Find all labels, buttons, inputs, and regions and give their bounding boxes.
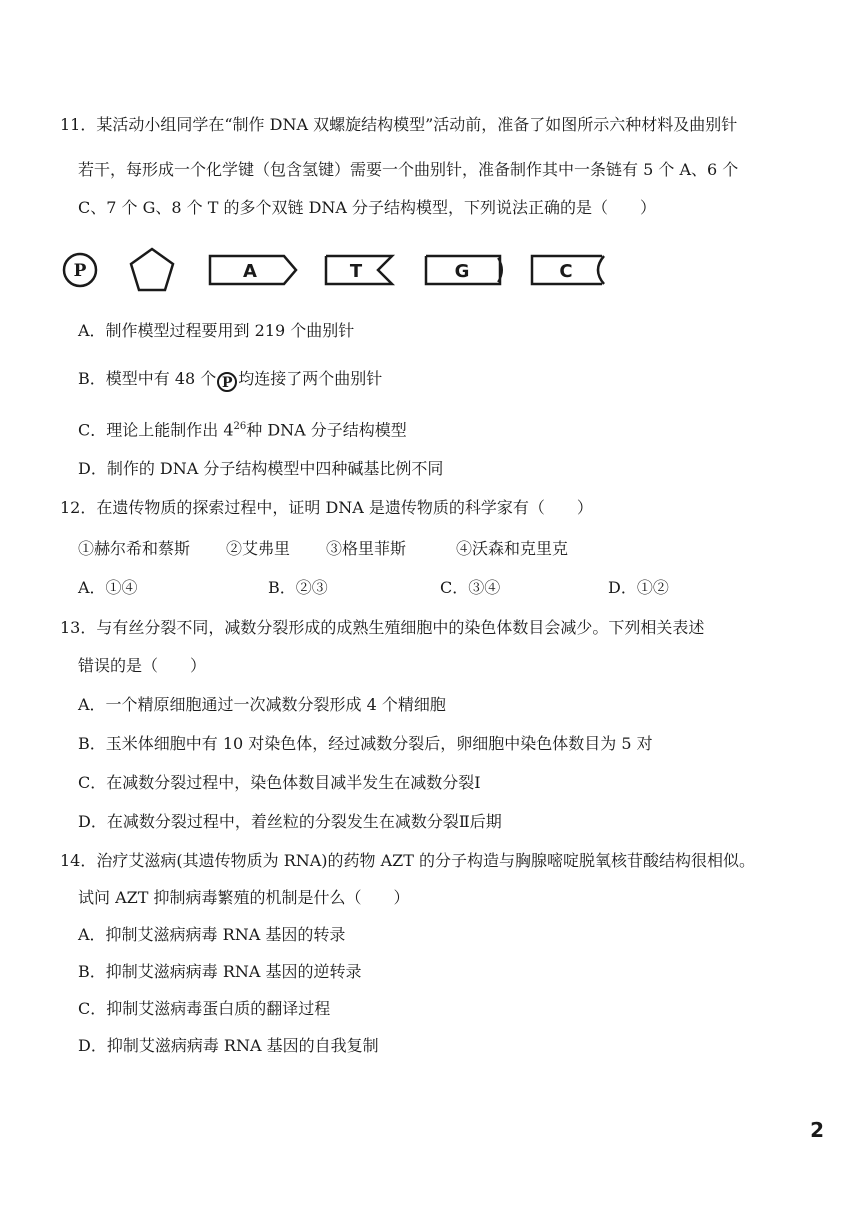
phosphate-circle-icon [64,254,96,286]
q11-option-d: D．制作的 DNA 分子结构模型中四种碱基比例不同 [78,459,444,478]
q12-item-2: ②艾弗里 [226,539,291,558]
q13-stem-line1: 13．与有丝分裂不同，减数分裂形成的成熟生殖细胞中的染色体数目会减少。下列相关表述 [60,618,705,637]
q11-stem-line1: 11．某活动小组同学在“制作 DNA 双螺旋结构模型”活动前，准备了如图所示六种材料及曲别针 [60,115,738,134]
q11-option-b-post: 均连接了两个曲别针 [238,369,383,388]
q12-item-4: ④沃森和克里克 [456,539,569,558]
base-c-label: C [559,261,573,282]
q14-option-d: D．抑制艾滋病病毒 RNA 基因的自我复制 [78,1036,379,1055]
base-g-shape-icon [426,256,502,284]
q13-option-b: B．玉米体细胞中有 10 对染色体，经过减数分裂后，卵细胞中染色体数目为 5 对 [78,734,653,753]
q14-stem-line1: 14．治疗艾滋病(其遗传物质为 RNA)的药物 AZT 的分子构造与胸腺嘧啶脱氧核苷酸结构很相似。 [60,851,756,870]
q11-option-c-exponent: 26 [233,421,247,432]
q12-items-row [78,538,798,560]
q13-option-d: D．在减数分裂过程中，着丝粒的分裂发生在减数分裂Ⅱ后期 [78,812,502,831]
q14-option-a: A．抑制艾滋病病毒 RNA 基因的转录 [78,925,346,944]
q11-stem-line3: C、7 个 G、8 个 T 的多个双链 DNA 分子结构模型，下列说法正确的是（ ） [78,198,657,217]
q12-item-1: ①赫尔希和蔡斯 [78,539,191,558]
base-c-shape-icon [532,256,604,284]
q12-option-d: D．①② [608,578,669,597]
q11-option-b-pre: B．模型中有 48 个 [78,369,217,388]
q11-option-a: A．制作模型过程要用到 219 个曲别针 [78,321,355,340]
dna-materials-figure [60,246,620,296]
base-t-shape-icon [326,256,392,284]
q12-option-b: B．②③ [268,578,328,597]
q12-stem: 12．在遗传物质的探索过程中，证明 DNA 是遗传物质的科学家有（ ） [60,498,593,517]
q11-option-b [78,368,382,392]
q11-option-c-post: 种 DNA 分子结构模型 [246,420,407,440]
phosphate-label: P [73,261,87,281]
q14-stem-line2: 试问 AZT 抑制病毒繁殖的机制是什么（ ） [78,888,410,907]
q14-option-c: C．抑制艾滋病毒蛋白质的翻译过程 [78,999,331,1018]
q12-option-a: A．①④ [78,578,138,597]
base-a-label: A [243,261,257,282]
q13-stem-line2: 错误的是（ ） [78,656,207,675]
q11-option-c [78,416,407,441]
q13-option-c: C．在减数分裂过程中，染色体数目减半发生在减数分裂Ⅰ [78,773,481,792]
base-g-label: G [454,261,470,282]
phosphate-inline-icon: P [217,372,237,392]
q12-option-c: C．③④ [440,578,501,597]
base-t-label: T [349,261,363,282]
q12-options-row [78,577,798,599]
q14-option-b: B．抑制艾滋病病毒 RNA 基因的逆转录 [78,962,362,981]
q13-option-a: A．一个精原细胞通过一次减数分裂形成 4 个精细胞 [78,695,446,714]
page-number: 2 [810,1118,824,1142]
q12-item-3: ③格里菲斯 [326,539,407,558]
base-a-shape-icon [210,256,296,284]
deoxyribose-pentagon-icon [131,249,173,290]
q11-option-c-pre: C．理论上能制作出 4 [78,420,234,440]
q11-stem-line2: 若干，每形成一个化学键（包含氢键）需要一个曲别针，准备制作其中一条链有 5 个 A、6 个 [78,160,739,179]
